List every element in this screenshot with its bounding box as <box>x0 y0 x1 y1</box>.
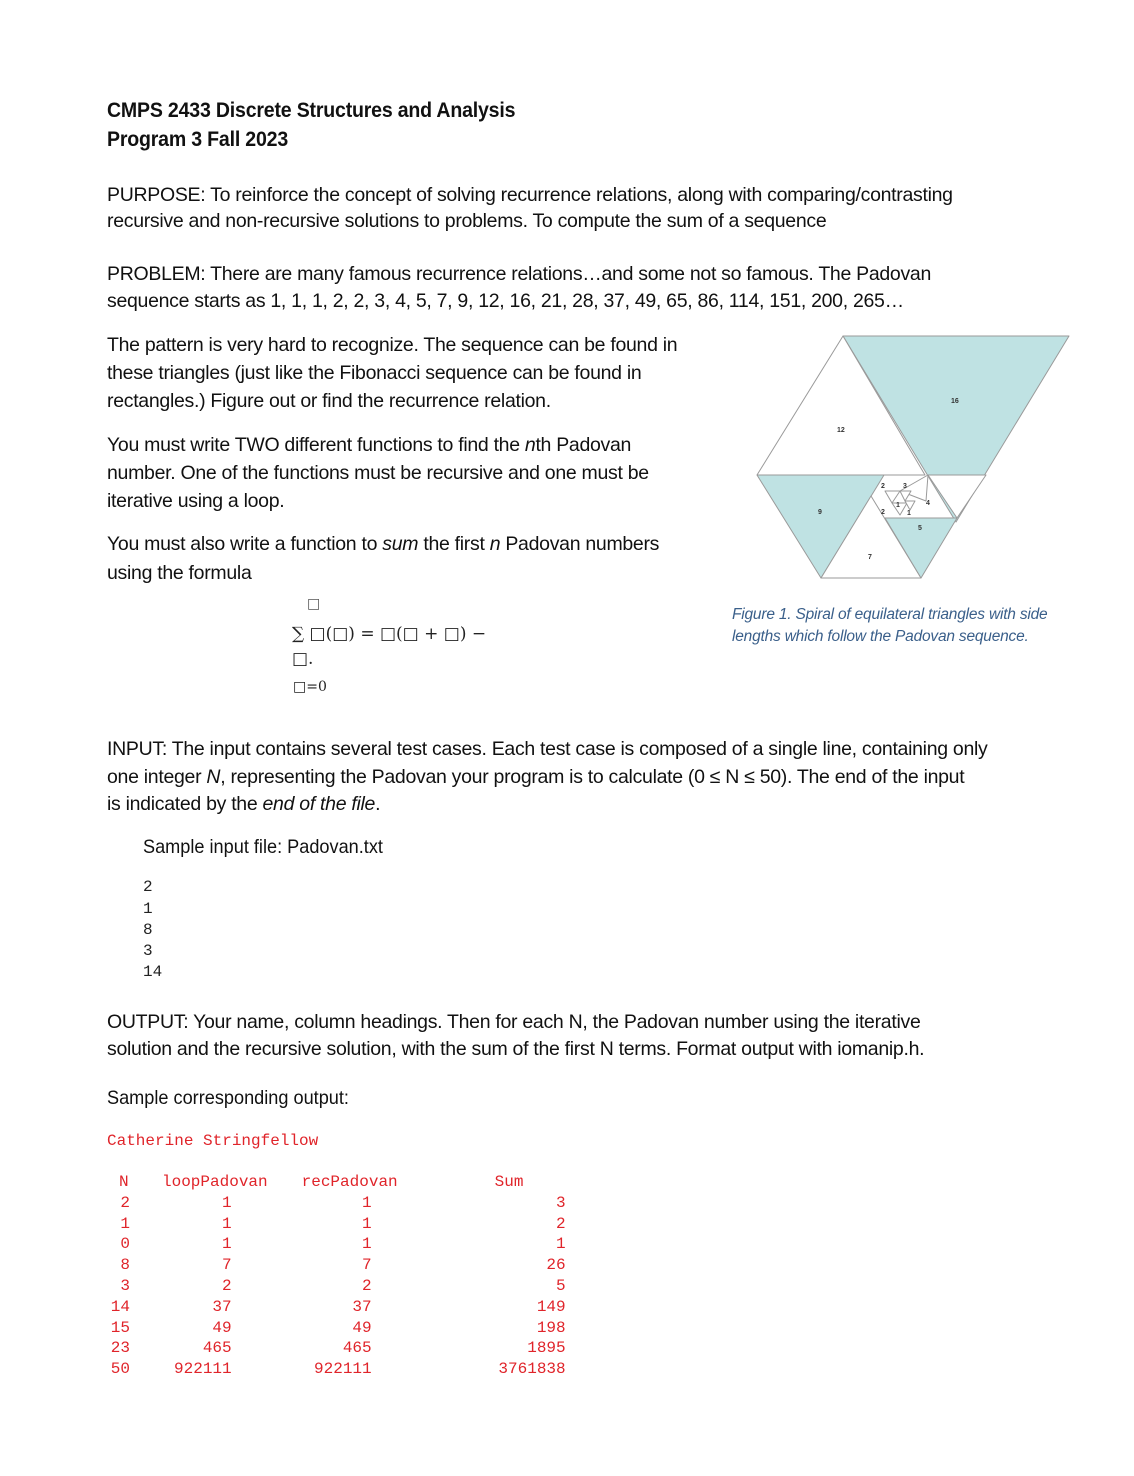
triangle-1a <box>900 491 911 501</box>
italic-n: n <box>524 434 536 456</box>
header-looppadovan: loopPadovan <box>162 1173 268 1191</box>
table-row <box>107 1318 566 1339</box>
table-cell: 922111 <box>174 1360 232 1379</box>
sample-input-value: 14 <box>143 963 163 981</box>
table-row <box>107 1338 566 1359</box>
italic-N: N <box>206 766 221 788</box>
input-text-2: , representing the Padovan your program is to calculate (0 ≤ N ≤ 50). The end of the input <box>220 766 965 788</box>
italic-sum: sum <box>382 533 419 555</box>
functions-line-2: number. One of the functions must be recursive and one must be <box>107 462 649 484</box>
sum-line-2: using the formula <box>107 562 252 584</box>
table-row <box>107 1234 566 1255</box>
italic-n-2: n <box>489 533 501 555</box>
formula-upper-limit: □ <box>307 596 321 612</box>
sample-output-label: Sample corresponding output: <box>107 1087 349 1109</box>
table-cell: 1 <box>222 1193 232 1212</box>
figure-caption-line-1: Figure 1. Spiral of equilateral triangles with side <box>732 606 1048 623</box>
italic-eof: end of the file <box>262 793 376 815</box>
sample-output-table <box>107 1172 566 1380</box>
table-cell: 5 <box>556 1276 566 1295</box>
table-cell: 7 <box>362 1256 372 1275</box>
course-title: CMPS 2433 Discrete Structures and Analysis <box>107 99 516 122</box>
label-16: 16 <box>951 398 959 405</box>
header-recpadovan: recPadovan <box>301 1173 398 1191</box>
table-cell: 1 <box>222 1235 232 1254</box>
table-cell: 2 <box>222 1276 232 1295</box>
input-line-1: INPUT: The input contains several test cases. Each test case is composed of a single line, containing only <box>107 738 988 760</box>
table-cell: 37 <box>352 1297 372 1316</box>
label-2b: 2 <box>881 509 885 516</box>
figure-caption-line-2: lengths which follow the Padovan sequence. <box>732 628 1029 645</box>
input-text-3: is indicated by the <box>107 793 263 815</box>
functions-line-3: iterative using a loop. <box>107 490 285 512</box>
pattern-line-3: rectangles.) Figure out or find the recurrence relation. <box>107 390 551 412</box>
table-cell: 465 <box>342 1339 372 1358</box>
table-cell: 26 <box>546 1256 566 1275</box>
label-5: 5 <box>918 525 922 532</box>
table-cell: 1 <box>120 1214 130 1233</box>
triangle-4 <box>928 475 986 518</box>
purpose-line-2: recursive and non-recursive solutions to problems. To compute the sum of a sequence <box>107 210 827 232</box>
header-sum: Sum <box>494 1173 524 1191</box>
label-12: 12 <box>837 427 845 434</box>
sample-input-value: 1 <box>143 900 153 918</box>
table-cell: 1 <box>362 1193 372 1212</box>
table-header-row <box>107 1172 566 1193</box>
sum-text: You must also write a function to <box>107 533 383 555</box>
table-row <box>107 1214 566 1235</box>
table-cell: 37 <box>212 1297 232 1316</box>
input-line-3 <box>107 790 380 818</box>
table-cell: 2 <box>556 1214 566 1233</box>
table-cell: 50 <box>110 1360 130 1379</box>
table-cell: 465 <box>202 1339 232 1358</box>
table-cell: 198 <box>536 1318 566 1337</box>
functions-line-1 <box>107 431 631 459</box>
label-4: 4 <box>926 500 930 507</box>
table-cell: 1 <box>556 1235 566 1254</box>
sample-input-label: Sample input file: Padovan.txt <box>143 836 383 858</box>
purpose-line-1: PURPOSE: To reinforce the concept of solving recurrence relations, along with comparing/contrasting <box>107 184 953 206</box>
table-cell: 3 <box>556 1193 566 1212</box>
problem-line-2: sequence starts as 1, 1, 1, 2, 2, 3, 4, 5, 7, 9, 12, 16, 21, 28, 37, 49, 65, 86, 114, 151, 200, 265… <box>107 290 904 312</box>
table-cell: 0 <box>120 1235 130 1254</box>
formula-main: ∑ □(□) = □(□ + □) − <box>292 624 487 644</box>
table-row <box>107 1276 566 1297</box>
label-1a: 1 <box>896 502 900 509</box>
input-text: one integer <box>107 766 207 788</box>
table-cell: 149 <box>536 1297 566 1316</box>
label-1b: 1 <box>907 510 911 517</box>
formula-second: □. <box>292 649 314 669</box>
student-name: Catherine Stringfellow <box>107 1132 319 1150</box>
header-n: N <box>119 1173 129 1191</box>
padovan-triangle-spiral-figure <box>755 334 1073 590</box>
sum-text-post: Padovan numbers <box>500 533 660 555</box>
table-row <box>107 1255 566 1276</box>
sum-text-mid: the first <box>418 533 490 555</box>
table-cell: 8 <box>120 1256 130 1275</box>
table-cell: 3761838 <box>498 1360 566 1379</box>
sample-input-value: 2 <box>143 878 153 896</box>
table-cell: 23 <box>110 1339 130 1358</box>
program-title: Program 3 Fall 2023 <box>107 128 289 151</box>
pattern-line-1: The pattern is very hard to recognize. The sequence can be found in <box>107 334 678 356</box>
output-line-2: solution and the recursive solution, with the sum of the first N terms. Format output with iomanip.h. <box>107 1038 925 1060</box>
functions-text: You must write TWO different functions to find the <box>107 434 525 456</box>
sample-input-value: 8 <box>143 921 153 939</box>
table-row <box>107 1193 566 1214</box>
problem-line-1: PROBLEM: There are many famous recurrence relations…and some not so famous. The Padovan <box>107 263 932 285</box>
label-9: 9 <box>818 509 822 516</box>
label-3: 3 <box>903 483 907 490</box>
table-cell: 14 <box>110 1297 130 1316</box>
functions-text-2: th Padovan <box>535 434 632 456</box>
table-cell: 49 <box>352 1318 372 1337</box>
label-2a: 2 <box>881 483 885 490</box>
table-cell: 3 <box>120 1276 130 1295</box>
table-cell: 15 <box>110 1318 130 1337</box>
table-cell: 922111 <box>314 1360 372 1379</box>
label-7: 7 <box>868 554 872 561</box>
input-line-2 <box>107 763 964 791</box>
pattern-line-2: these triangles (just like the Fibonacci sequence can be found in <box>107 362 642 384</box>
table-cell: 7 <box>222 1256 232 1275</box>
table-row <box>107 1297 566 1318</box>
table-cell: 1 <box>222 1214 232 1233</box>
table-cell: 1895 <box>527 1339 566 1358</box>
sum-line-1 <box>107 530 659 558</box>
formula-lower-limit: □=0 <box>293 679 327 695</box>
table-cell: 2 <box>120 1193 130 1212</box>
table-row <box>107 1359 566 1380</box>
table-cell: 2 <box>362 1276 372 1295</box>
table-cell: 49 <box>212 1318 232 1337</box>
sample-input-value: 3 <box>143 942 153 960</box>
table-cell: 1 <box>362 1214 372 1233</box>
triangle-1b <box>905 501 915 510</box>
table-cell: 1 <box>362 1235 372 1254</box>
input-text-4: . <box>375 793 381 815</box>
output-line-1: OUTPUT: Your name, column headings. Then for each N, the Padovan number using the iterative <box>107 1011 921 1033</box>
